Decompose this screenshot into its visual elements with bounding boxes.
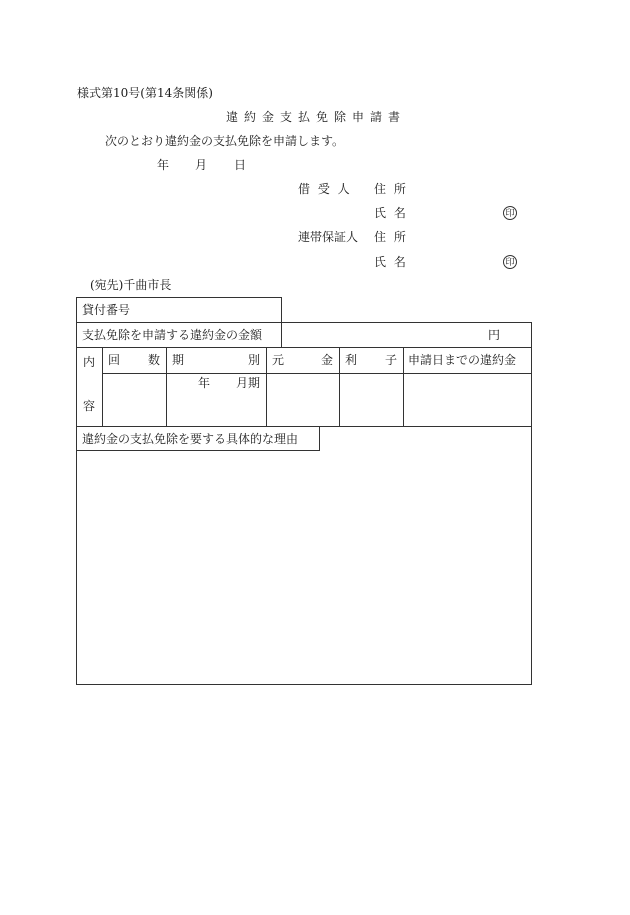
table-border <box>403 347 404 427</box>
amount-label: 支払免除を申請する違約金の金額 <box>82 328 263 342</box>
table-border <box>266 347 267 427</box>
contents-label-1: 内 <box>83 355 96 369</box>
col-count-1: 回 <box>108 353 121 367</box>
date-year-label: 年 <box>157 158 170 172</box>
guarantor-address-label: 住 所 <box>374 230 408 244</box>
period-month-label: 月期 <box>236 376 261 390</box>
col-period-1: 期 <box>172 353 185 367</box>
col-interest-1: 利 <box>345 353 358 367</box>
borrower-address-label: 住 所 <box>374 182 408 196</box>
table-border <box>76 347 532 348</box>
guarantor-seal-icon: 印 <box>503 255 517 269</box>
form-title: 違約金支払免除申請書 <box>225 110 406 124</box>
addressee: (宛先)千曲市長 <box>90 278 172 292</box>
reason-label: 違約金の支払免除を要する具体的な理由 <box>82 432 299 446</box>
borrower-label: 借 受 人 <box>298 182 352 196</box>
table-border <box>76 684 532 685</box>
col-interest-2: 子 <box>385 353 398 367</box>
col-penalty-label: 申請日までの違約金 <box>408 353 517 367</box>
col-count-2: 数 <box>148 353 161 367</box>
table-border <box>76 297 282 298</box>
table-border <box>531 322 532 685</box>
table-border <box>102 347 103 427</box>
col-principal-1: 元 <box>272 353 285 367</box>
date-month-label: 月 <box>195 158 208 172</box>
period-year-label: 年 <box>198 376 211 390</box>
table-border <box>339 347 340 427</box>
guarantor-label: 連帯保証人 <box>298 230 359 244</box>
borrower-seal-icon: 印 <box>503 206 517 220</box>
table-border <box>76 322 532 323</box>
table-border <box>76 297 77 685</box>
col-period-2: 別 <box>248 353 261 367</box>
table-border <box>76 426 532 427</box>
contents-label-2: 容 <box>83 399 96 413</box>
amount-unit: 円 <box>488 328 501 342</box>
intro-text: 次のとおり違約金の支払免除を申請します。 <box>105 134 345 148</box>
date-day-label: 日 <box>234 158 247 172</box>
table-border <box>76 450 320 451</box>
table-border <box>281 297 282 348</box>
guarantor-name-label: 氏 名 <box>374 255 408 269</box>
table-border <box>166 347 167 427</box>
borrower-name-label: 氏 名 <box>374 206 408 220</box>
col-principal-2: 金 <box>321 353 334 367</box>
table-border <box>319 426 320 451</box>
loan-number-label: 貸付番号 <box>82 303 131 317</box>
form-number: 様式第10号(第14条関係) <box>77 86 213 100</box>
